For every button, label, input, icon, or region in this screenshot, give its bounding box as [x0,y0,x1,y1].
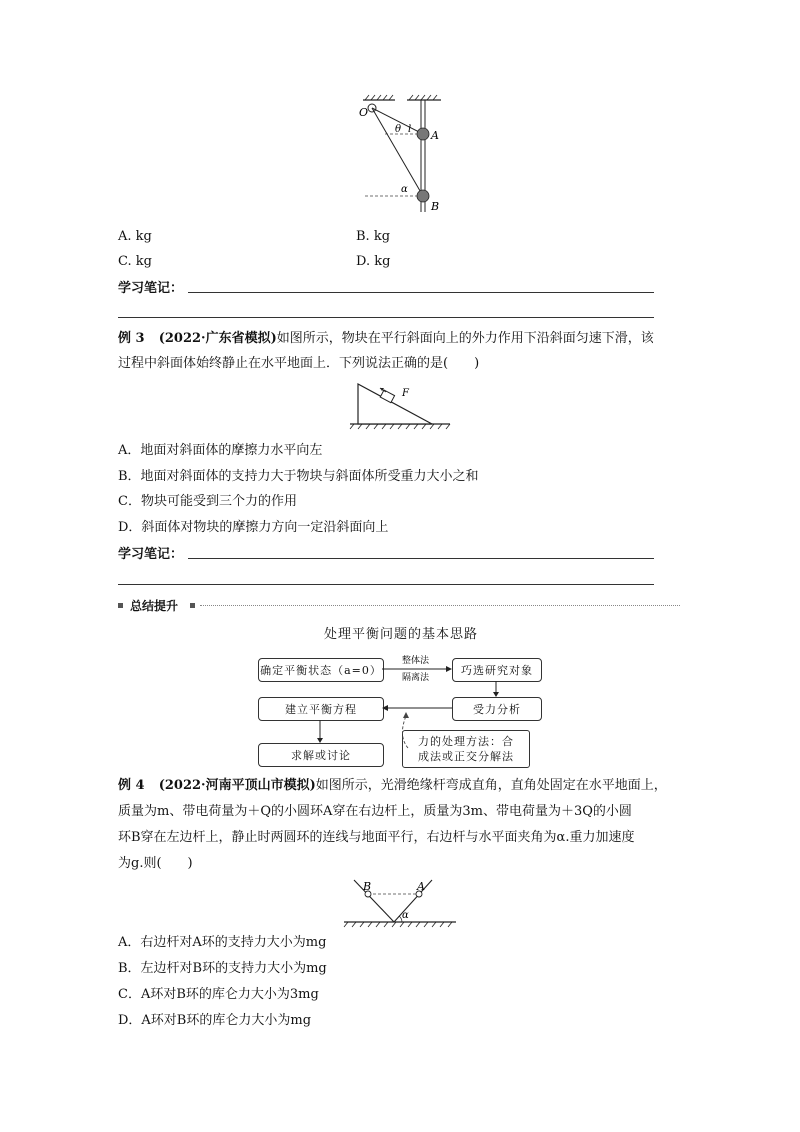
example3-text1: 如图所示，物块在平行斜面向上的外力作用下沿斜面匀速下滑，该 [276,331,654,346]
notes-line-2b[interactable] [118,584,654,585]
label-B: B [431,200,440,213]
flow-box-equation-text: 建立平衡方程 [285,703,357,716]
flow-title: 处理平衡问题的基本思路 [324,627,479,642]
figure-incline [346,376,456,432]
figure-rod-balls [355,92,455,217]
flow-arrows [250,650,550,770]
example3-text2: 过程中斜面体始终静止在水平地面上．下列说法正确的是( ) [118,356,480,371]
example4-option-a: A．右边杆对A环的支持力大小为mg [118,935,327,950]
example3-line1 [118,330,654,348]
example4-text3: 环B穿在左边杆上，静止时两圆环的连线与地面平行，右边杆与水平面夹角为α.重力加速度 [118,830,635,845]
label-angle-alpha: α [402,910,409,921]
option-b: B. kg [356,229,391,244]
notes-label-2: 学习笔记： [118,547,184,562]
example3-option-c: C．物块可能受到三个力的作用 [118,494,297,509]
option-c: C. kg [118,254,152,269]
notes-line-1b[interactable] [118,317,654,318]
flow-note-line1: 力的处理方法：合 [418,735,514,748]
flow-box-force-analysis-text: 受力分析 [473,703,521,716]
option-d: D. kg [356,254,391,269]
arrow-label-top: 整体法 [402,656,430,666]
example3-option-d: D．斜面体对物块的摩擦力方向一定沿斜面向上 [118,520,389,535]
label-ring-A: A [417,880,425,893]
notes-line-1a[interactable] [188,292,654,293]
example3-option-b: B．地面对斜面体的支持力大于物块与斜面体所受重力大小之和 [118,469,479,484]
flow-box-determine-state-text: 确定平衡状态（a=0） [260,664,382,677]
example4-option-d: D．A环对B环的库仑力大小为mg [118,1013,312,1028]
example3-source: (2022·广东省模拟) [158,331,277,346]
arrow-label-bottom: 隔离法 [402,673,430,683]
example4-option-c: C．A环对B环的库仑力大小为3mg [118,987,319,1002]
label-ring-B: B [363,880,372,893]
summary-rule [200,605,680,606]
summary-bullet-left [118,603,123,608]
example4-text4: 为g.则( ) [118,856,193,871]
label-O: O [359,106,369,119]
label-theta: θ [395,124,402,135]
notes-line-2a[interactable] [188,558,654,559]
label-l: l [408,124,412,135]
flow-box-solve-text: 求解或讨论 [291,749,351,762]
flow-box-choose-object-text: 巧选研究对象 [461,664,533,677]
label-F: F [402,388,409,399]
summary-heading: 总结提升 [130,599,179,613]
summary-bullet-right [190,603,195,608]
notes-label-1: 学习笔记： [118,281,184,296]
example3-label: 例 3 [118,331,145,346]
example4-label: 例 4 [118,778,145,793]
example4-source: (2022·河南平顶山市模拟) [158,778,316,793]
example4-text2: 质量为m、带电荷量为＋Q的小圆环A穿在右边杆上，质量为3m、带电荷量为＋3Q的小圆 [118,804,632,819]
figure-right-angle-rod [340,876,460,930]
example4-line1 [118,777,667,795]
label-alpha: α [401,184,408,195]
example4-option-b: B．左边杆对B环的支持力大小为mg [118,961,327,976]
label-A: A [431,129,439,142]
example4-text1: 如图所示，光滑绝缘杆弯成直角，直角处固定在水平地面上， [315,778,667,793]
example3-option-a: A．地面对斜面体的摩擦力水平向左 [118,443,323,458]
option-a: A. kg [118,229,152,244]
flow-note-line2: 成法或正交分解法 [418,750,514,763]
